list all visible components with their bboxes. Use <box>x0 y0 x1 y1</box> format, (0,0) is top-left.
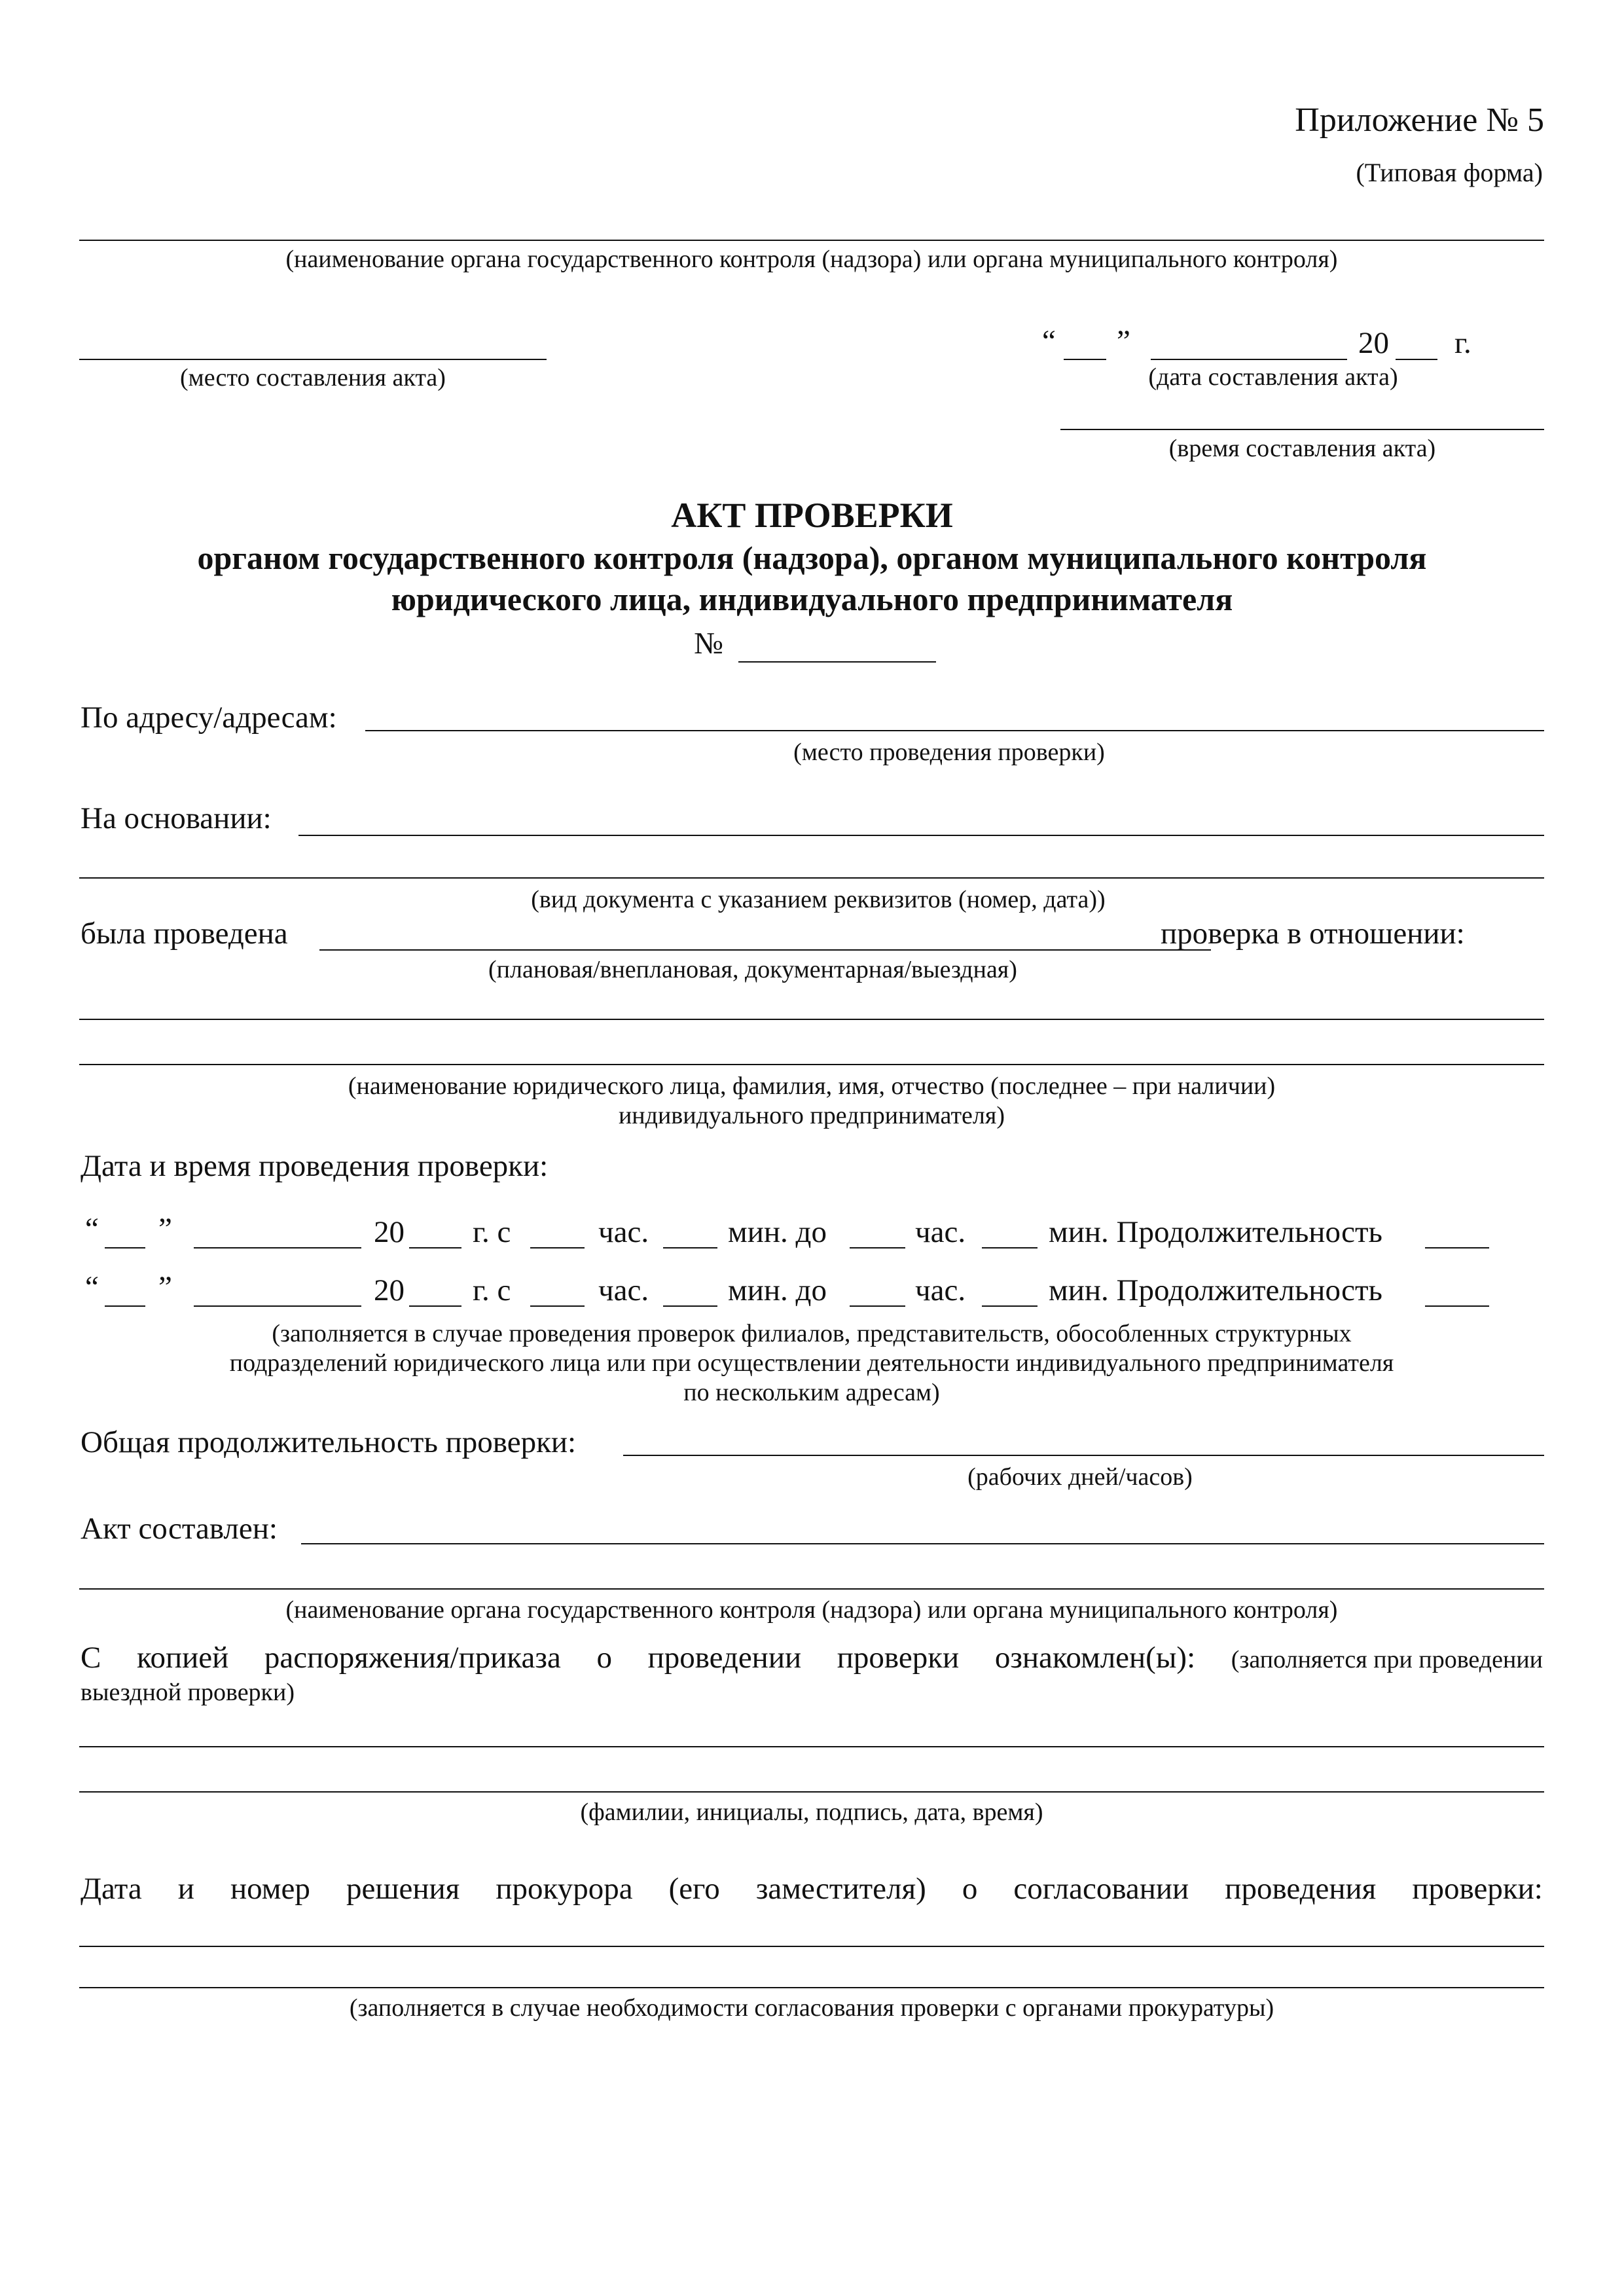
prosecutor-word-7: заместителя) <box>755 1872 926 1906</box>
prosecutor-word-5: прокурора <box>496 1872 633 1906</box>
acquainted-word-4: о <box>596 1641 612 1675</box>
row1-year-line[interactable] <box>409 1247 461 1248</box>
row1-from: г. с <box>473 1215 511 1249</box>
conducted-label: была проведена <box>81 917 288 951</box>
acquainted-line-2[interactable] <box>79 1791 1544 1793</box>
prosecutor-word-2: и <box>177 1872 194 1906</box>
acquainted-word-7: ознакомлен(ы): <box>994 1641 1196 1675</box>
signatures-caption: (фамилии, инициалы, подпись, дата, время) <box>580 1798 1043 1826</box>
entity-caption-2: индивидуального предпринимателя) <box>618 1102 1005 1129</box>
acquainted-note-second: выездной проверки) <box>81 1679 295 1706</box>
place-line[interactable] <box>79 359 547 360</box>
row2-year-prefix: 20 <box>374 1273 405 1307</box>
row1-quote-close: ” <box>158 1212 172 1246</box>
form-type-note: (Типовая форма) <box>1356 158 1543 187</box>
row2-year-line[interactable] <box>409 1305 461 1307</box>
row1-duration-line[interactable] <box>1425 1247 1489 1248</box>
appendix-number: Приложение № 5 <box>1295 101 1544 139</box>
acquainted-line-1[interactable] <box>79 1746 1544 1747</box>
date-year-prefix: 20 <box>1358 326 1389 360</box>
row2-quote-close: ” <box>158 1270 172 1304</box>
date-year-line[interactable] <box>1396 359 1437 360</box>
entity-line-1[interactable] <box>79 1019 1544 1020</box>
row2-hours2: час. <box>915 1273 966 1307</box>
compiled-label: Акт составлен: <box>81 1512 278 1546</box>
compiled-caption: (наименование органа государственного контроля (надзора) или органа муниципального контроля) <box>285 1596 1338 1624</box>
row2-from: г. с <box>473 1273 511 1307</box>
acquainted-line <box>81 1643 1543 1673</box>
authority-line[interactable] <box>79 240 1544 241</box>
prosecutor-line-2[interactable] <box>79 1987 1544 1988</box>
address-line[interactable] <box>365 730 1544 731</box>
row2-day-line[interactable] <box>105 1305 145 1307</box>
row2-duration-line[interactable] <box>1425 1305 1489 1307</box>
prosecutor-word-11: проверки: <box>1412 1872 1543 1906</box>
prosecutor-word-9: согласовании <box>1013 1872 1189 1906</box>
row2-hours: час. <box>598 1273 649 1307</box>
basis-line-1[interactable] <box>298 835 1544 836</box>
compiled-line-1[interactable] <box>301 1543 1544 1544</box>
row2-duration-label: мин. Продолжительность <box>1049 1273 1382 1307</box>
prosecutor-word-4: решения <box>346 1872 460 1906</box>
row1-start-min-line[interactable] <box>663 1247 717 1248</box>
time-line[interactable] <box>1060 429 1544 430</box>
row1-duration-label: мин. Продолжительность <box>1049 1215 1382 1249</box>
acquainted-word-5: проведении <box>647 1641 802 1675</box>
compiled-line-2[interactable] <box>79 1588 1544 1590</box>
row1-end-min-line[interactable] <box>982 1247 1038 1248</box>
row2-start-min-line[interactable] <box>663 1305 717 1307</box>
datetime-label: Дата и время проведения проверки: <box>81 1149 549 1183</box>
prosecutor-caption: (заполняется в случае необходимости согласования проверки с органами прокуратуры) <box>349 1994 1274 2022</box>
branches-caption-2: подразделений юридического лица или при осуществлении деятельности индивидуального предпринимателя <box>229 1349 1394 1377</box>
act-number-sign: № <box>694 627 723 661</box>
address-caption: (место проведения проверки) <box>793 738 1105 766</box>
prosecutor-word-1: Дата <box>81 1872 142 1906</box>
row1-hours2: час. <box>915 1215 966 1249</box>
date-year-suffix: г. <box>1454 326 1471 360</box>
branches-caption-1: (заполняется в случае проведения проверок филиалов, представительств, обособленных структурных <box>272 1320 1352 1347</box>
date-caption: (дата составления акта) <box>1148 363 1398 391</box>
acquainted-word-1: С <box>81 1641 101 1675</box>
acquainted-word-2: копией <box>137 1641 229 1675</box>
date-month-line[interactable] <box>1151 359 1347 360</box>
act-title: АКТ ПРОВЕРКИ <box>671 496 953 535</box>
date-quote-open: “ <box>1042 324 1056 358</box>
entity-line-2[interactable] <box>79 1064 1544 1065</box>
row1-start-hour-line[interactable] <box>530 1247 585 1248</box>
acquainted-word-3: распоряжения/приказа <box>264 1641 561 1675</box>
prosecutor-word-6: (его <box>668 1872 720 1906</box>
branches-caption-3: по нескольким адресам) <box>683 1379 940 1406</box>
date-day-line[interactable] <box>1064 359 1106 360</box>
acquainted-note-first: (заполняется при проведении <box>1231 1646 1543 1673</box>
conducted-line[interactable] <box>319 949 1211 951</box>
total-duration-label: Общая продолжительность проверки: <box>81 1425 577 1459</box>
row2-start-hour-line[interactable] <box>530 1305 585 1307</box>
prosecutor-line <box>81 1874 1543 1904</box>
row2-minutes-to: мин. до <box>728 1273 827 1307</box>
row2-quote-open: “ <box>85 1270 99 1304</box>
total-duration-caption: (рабочих дней/часов) <box>967 1463 1193 1491</box>
row1-minutes-to: мин. до <box>728 1215 827 1249</box>
row1-hours: час. <box>598 1215 649 1249</box>
prosecutor-word-8: о <box>962 1872 978 1906</box>
prosecutor-line-1[interactable] <box>79 1946 1544 1947</box>
acquainted-word-6: проверки <box>837 1641 960 1675</box>
basis-line-2[interactable] <box>79 877 1544 879</box>
row2-end-hour-line[interactable] <box>850 1305 905 1307</box>
prosecutor-word-3: номер <box>230 1872 310 1906</box>
act-subtitle-2: юридического лица, индивидуального предпринимателя <box>391 581 1233 617</box>
row1-quote-open: “ <box>85 1212 99 1246</box>
row2-month-line[interactable] <box>194 1305 361 1307</box>
conducted-caption: (плановая/внеплановая, документарная/выездная) <box>488 956 1017 983</box>
row1-year-prefix: 20 <box>374 1215 405 1249</box>
basis-caption: (вид документа с указанием реквизитов (номер, дата)) <box>531 886 1106 913</box>
authority-caption: (наименование органа государственного контроля (надзора) или органа муниципального контроля) <box>285 246 1338 273</box>
act-number-line[interactable] <box>738 661 936 663</box>
inspection-tail: проверка в отношении: <box>1161 917 1465 951</box>
row2-end-min-line[interactable] <box>982 1305 1038 1307</box>
address-label: По адресу/адресам: <box>81 701 337 735</box>
row1-day-line[interactable] <box>105 1247 145 1248</box>
basis-label: На основании: <box>81 801 272 835</box>
time-caption: (время составления акта) <box>1168 435 1436 462</box>
place-caption: (место составления акта) <box>180 364 446 392</box>
prosecutor-word-10: проведения <box>1225 1872 1377 1906</box>
row1-end-hour-line[interactable] <box>850 1247 905 1248</box>
entity-caption-1: (наименование юридического лица, фамилия, имя, отчество (последнее – при наличии) <box>348 1072 1276 1100</box>
act-subtitle-1: органом государственного контроля (надзора), органом муниципального контроля <box>197 539 1427 576</box>
date-quote-close: ” <box>1117 324 1130 358</box>
row1-month-line[interactable] <box>194 1247 361 1248</box>
total-duration-line[interactable] <box>623 1455 1544 1456</box>
